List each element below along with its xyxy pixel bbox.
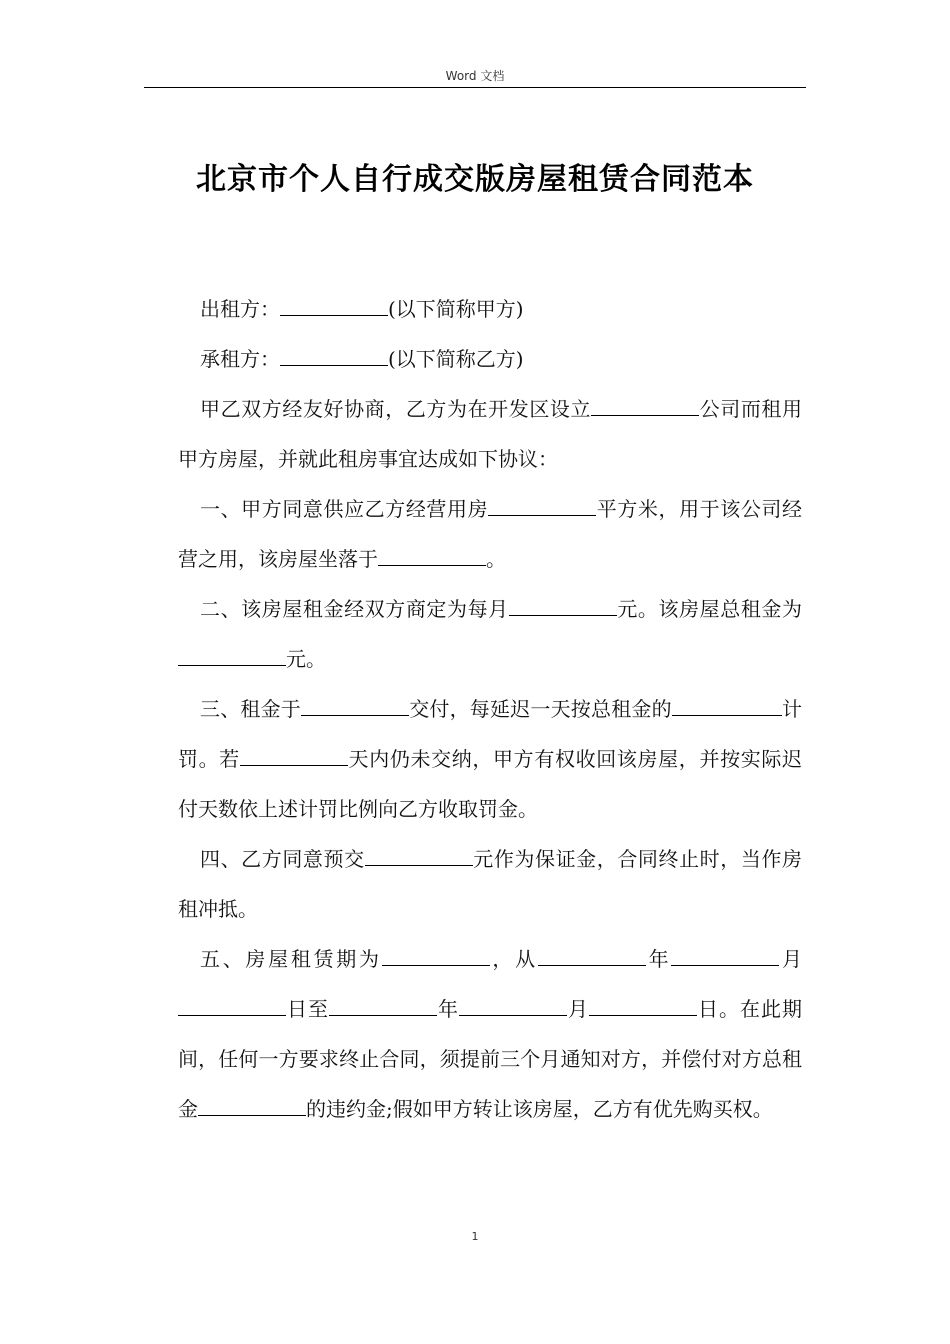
blank-line: [301, 697, 409, 716]
blank-line: [671, 947, 779, 966]
header-divider: [144, 87, 806, 88]
blank-line: [280, 347, 388, 366]
blank-line: [240, 747, 348, 766]
blank-line: [538, 947, 646, 966]
blank-line: [459, 997, 567, 1016]
paragraph-clause-1: 一、甲方同意供应乙方经营用房 平方米，用于该公司经营之用，该房屋坐落于 。: [178, 497, 803, 571]
blank-line: [178, 997, 286, 1016]
blank-line: [378, 547, 486, 566]
document-body: [178, 284, 802, 1134]
paragraph-clause-4: 四、乙方同意预交 元作为保证金，合同终止时，当作房租冲抵。: [178, 847, 803, 921]
blank-line: [672, 697, 760, 716]
paragraph-lessor: 出租方： (以下简称甲方): [200, 297, 524, 321]
blank-line: [365, 847, 473, 866]
paragraph-clause-3: 三、租金于 交付，每延迟一天按总租金的 计罚。若 天内仍未交纳，甲方有权收回该房屋，并按实际迟付天数依上述计罚比例向乙方收取罚金。: [178, 697, 803, 821]
paragraph-lessee: 承租方： (以下简称乙方): [200, 347, 524, 371]
blank-line: [329, 997, 437, 1016]
blank-line: [382, 947, 490, 966]
blank-line: [591, 397, 699, 416]
document-title: 北京市个人自行成交版房屋租赁合同范本: [196, 162, 754, 197]
paragraph-preamble: 甲乙双方经友好协商，乙方为在开发区设立 公司而租用甲方房屋，并就此租房事宜达成如下协议：: [178, 397, 803, 471]
page-header: Word 文档: [445, 69, 505, 83]
blank-line: [589, 997, 697, 1016]
page-number: 1: [471, 1230, 479, 1243]
paragraph-clause-5: 五、房屋租赁期为 ，从 年 月日至 年 月 日。在此期间，任何一方要求终止合同，须提前三个月通知对方，并偿付对方总租金 的违约金;假如甲方转让该房屋，乙方有优先购买权。: [178, 947, 803, 1121]
blank-line: [488, 497, 596, 516]
blank-line: [178, 647, 286, 666]
blank-line: [760, 697, 782, 716]
blank-line: [280, 297, 388, 316]
blank-line: [509, 597, 617, 616]
blank-line: [198, 1097, 306, 1116]
paragraph-clause-2: 二、该房屋租金经双方商定为每月 元。该房屋总租金为元。: [178, 584, 802, 684]
